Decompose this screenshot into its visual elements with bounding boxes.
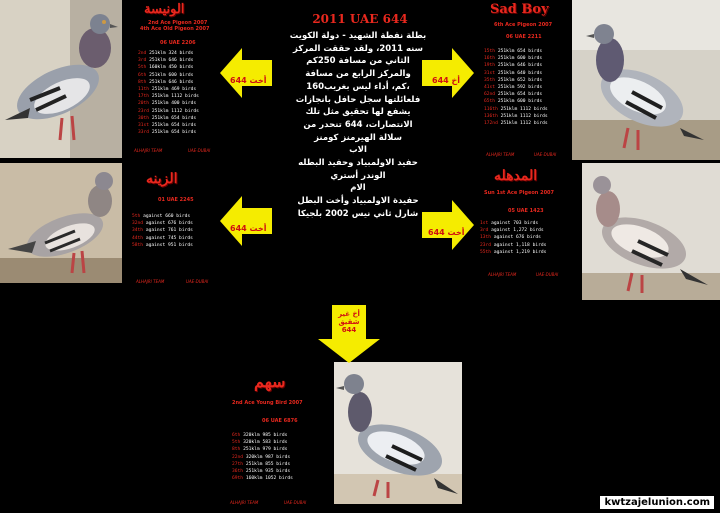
- result-birds: 646 birds: [517, 63, 543, 69]
- result-distance: 251klm: [151, 87, 172, 93]
- result-distance: 160klm: [245, 476, 266, 482]
- result-distance: 251klm: [497, 99, 518, 105]
- result-birds: 1112 birds: [519, 113, 548, 119]
- result-birds: 1,219 birds: [515, 249, 547, 255]
- result-distance: against: [493, 242, 516, 248]
- result-row: [480, 220, 546, 227]
- result-place: 44th: [132, 235, 146, 241]
- center-line: يشفع لها تحقيق مثل تلك: [305, 107, 411, 118]
- ring-number: 06 UAE 2211: [506, 34, 542, 40]
- center-line: الاب: [349, 145, 367, 156]
- footer-team: ALHAJRI TEAM: [488, 272, 517, 277]
- results-list: [132, 213, 193, 249]
- result-distance: against: [493, 235, 516, 241]
- pigeon-photo: [572, 0, 720, 160]
- footer-team: ALHAJRI TEAM: [230, 500, 259, 505]
- result-birds: 676 birds: [167, 221, 193, 227]
- result-distance: 320klm: [245, 454, 266, 460]
- result-row: [132, 213, 193, 220]
- result-distance: 251klm: [151, 130, 172, 136]
- result-birds: 1,118 birds: [515, 242, 547, 248]
- pigeon-name: المدهله: [494, 168, 538, 184]
- result-row: [132, 242, 193, 249]
- result-row: [484, 48, 548, 55]
- result-row: [132, 227, 193, 234]
- arrow-label-mid-right: أخت 644: [428, 228, 465, 237]
- result-birds: 592 birds: [517, 85, 543, 91]
- footer-team: ALHAJRI TEAM: [134, 148, 163, 153]
- result-place: 34th: [132, 228, 146, 234]
- card-top-left: [122, 0, 222, 158]
- ace-title: Sun 1st Ace Pigeon 2007: [484, 190, 555, 196]
- result-place: 172nd: [484, 121, 501, 127]
- result-birds: 646 birds: [168, 58, 194, 64]
- result-distance: against: [143, 214, 166, 219]
- result-row: [232, 468, 293, 475]
- result-birds: 654 birds: [517, 49, 543, 54]
- pigeon-photo: [0, 163, 122, 283]
- result-row: [484, 70, 548, 77]
- center-line: الوندر أستري: [330, 170, 386, 181]
- center-line: شارل ثاني نيس 2002 بلجيكا: [297, 208, 419, 219]
- ace-title: 6th Ace Pigeon 2007: [494, 22, 553, 28]
- result-distance: 251klm: [151, 115, 172, 121]
- footer-city: UAE-DUBAI: [188, 148, 211, 153]
- results-list: [480, 220, 546, 256]
- result-birds: 640 birds: [517, 70, 543, 76]
- result-birds: 600 birds: [517, 56, 543, 62]
- result-row: [232, 439, 293, 446]
- result-distance: 251klm: [500, 113, 520, 119]
- result-distance: 251klm: [149, 58, 169, 64]
- result-birds: 652 birds: [517, 77, 543, 83]
- center-line: فلعائلتها سجل حافل بانجازات: [295, 94, 421, 105]
- footer-team: ALHAJRI TEAM: [486, 152, 515, 157]
- result-distance: 251klm: [245, 461, 266, 467]
- card-mid-left: [122, 163, 222, 283]
- site-watermark: kwtzajelunion.com: [600, 496, 714, 509]
- result-place: 55th: [480, 249, 494, 255]
- result-place: 35th: [484, 77, 498, 83]
- result-birds: 745 birds: [167, 235, 193, 241]
- ace-title: 2nd Ace Pigeon 2007: [148, 20, 208, 26]
- result-row: [138, 115, 199, 122]
- result-birds: 985 birds: [262, 433, 288, 438]
- center-line: الثاني من مسافة 250كم: [306, 56, 410, 67]
- result-row: [138, 108, 199, 115]
- result-distance: 251klm: [149, 79, 169, 85]
- result-row: [232, 446, 293, 453]
- result-place: 36th: [232, 469, 246, 475]
- result-row: [138, 122, 199, 129]
- result-birds: 583 birds: [262, 440, 288, 446]
- result-distance: 251klm: [151, 123, 172, 129]
- card-top-right: [472, 0, 572, 160]
- result-distance: against: [145, 228, 168, 234]
- result-row: [132, 220, 193, 227]
- result-distance: 160klm: [149, 65, 169, 71]
- result-row: [132, 235, 193, 242]
- result-birds: 987 birds: [265, 454, 291, 460]
- photo-bottom: [334, 362, 462, 504]
- photo-top-right: [572, 0, 720, 160]
- result-place: 15th: [484, 49, 498, 54]
- result-row: [138, 79, 199, 86]
- center-line: حفيدة الاولمبياد وأخت البطل: [297, 196, 419, 207]
- result-distance: 251klm: [151, 108, 172, 114]
- result-distance: 251klm: [151, 101, 172, 107]
- result-birds: 761 birds: [167, 228, 193, 234]
- result-place: 69th: [232, 476, 246, 482]
- result-place: 41st: [484, 85, 498, 91]
- result-place: 16th: [484, 56, 498, 62]
- result-place: 33rd: [138, 130, 152, 136]
- result-place: 1st: [480, 221, 492, 226]
- result-place: 31st: [484, 70, 498, 76]
- pigeon-photo: [334, 362, 462, 504]
- result-distance: against: [491, 221, 514, 226]
- result-row: [232, 475, 293, 482]
- ring-number: 01 UAE 2245: [158, 197, 194, 203]
- result-birds: 855 birds: [265, 461, 291, 467]
- result-place: 5th: [138, 65, 150, 71]
- ace-title: 2nd Ace Young Bird 2007: [232, 400, 303, 406]
- result-distance: 251klm: [245, 469, 266, 475]
- result-distance: 251klm: [497, 85, 518, 91]
- result-distance: 251klm: [497, 63, 518, 69]
- result-row: [484, 55, 548, 62]
- result-distance: 251klm: [500, 106, 520, 112]
- ring-number: 05 UAE 1423: [508, 208, 544, 214]
- result-distance: against: [493, 249, 516, 255]
- center-line: سنه 2011، ولقد حققت المركز: [293, 43, 423, 54]
- result-distance: 251klm: [497, 70, 518, 76]
- result-birds: 400 birds: [171, 101, 197, 107]
- result-birds: 1112 birds: [519, 121, 548, 127]
- result-distance: 251klm: [151, 94, 172, 100]
- result-distance: 251klm: [497, 92, 518, 98]
- result-row: [138, 93, 199, 100]
- result-place: 65th: [484, 99, 498, 105]
- result-row: [484, 113, 548, 120]
- result-place: 23rd: [480, 242, 494, 248]
- result-birds: 1112 birds: [519, 106, 548, 112]
- result-distance: 251klm: [500, 121, 520, 127]
- result-place: 13th: [480, 235, 494, 241]
- result-row: [138, 57, 199, 64]
- result-row: [232, 461, 293, 468]
- result-birds: 654 birds: [171, 130, 197, 136]
- result-row: [480, 227, 546, 234]
- result-row: [138, 64, 199, 71]
- center-line: والمركز الرابع من مسافة: [305, 69, 411, 80]
- result-birds: 450 birds: [168, 65, 194, 71]
- result-row: [484, 91, 548, 98]
- center-line: حفيد الاولمبياد وحفيد البطله: [298, 158, 418, 169]
- ring-number: 06 UAE 6876: [262, 418, 298, 424]
- result-distance: 251klm: [243, 447, 263, 453]
- center-line: سلالة الهيرمنز كومنز: [314, 132, 402, 143]
- arrow-label-mid-left: أخت 644: [230, 224, 267, 233]
- result-birds: 654 birds: [171, 115, 197, 121]
- result-row: [138, 86, 199, 93]
- center-line: 160كم، أداء ليس بغريب،: [306, 81, 410, 92]
- footer-team: ALHAJRI TEAM: [136, 279, 165, 284]
- result-distance: against: [491, 228, 514, 234]
- results-list: [138, 50, 199, 136]
- arrow-label-bottom: أخ غير شقيق 644: [338, 310, 360, 334]
- result-row: [484, 106, 548, 113]
- result-row: [138, 100, 199, 107]
- result-birds: 469 birds: [171, 87, 197, 93]
- center-title: 2011 UAE 644: [312, 12, 408, 26]
- result-place: 58th: [132, 242, 146, 248]
- center-line: الام: [350, 183, 366, 194]
- result-place: 5th: [132, 214, 144, 219]
- arrow-label-top-left: أخت 644: [230, 76, 267, 85]
- pigeon-name: الزينه: [146, 171, 178, 187]
- result-distance: 251klm: [149, 72, 169, 78]
- result-distance: against: [145, 235, 168, 241]
- result-place: 11th: [138, 87, 152, 93]
- result-distance: 251klm: [497, 49, 518, 54]
- result-row: [138, 72, 199, 79]
- arrow-label-top-right: أخ 644: [432, 76, 460, 85]
- result-row: [484, 77, 548, 84]
- result-birds: 1052 birds: [265, 476, 293, 482]
- pigeon-name: Sad Boy: [490, 2, 549, 17]
- result-place: 32nd: [132, 221, 146, 227]
- result-birds: 935 birds: [265, 469, 291, 475]
- result-birds: 600 birds: [517, 99, 543, 105]
- result-birds: 324 birds: [168, 51, 194, 56]
- results-list: [232, 432, 293, 482]
- center-line: الانتصارات، 644 تنحدر من: [303, 119, 413, 130]
- result-place: 30th: [138, 115, 152, 121]
- pigeon-name: سهم: [254, 372, 286, 391]
- result-row: [480, 234, 546, 241]
- result-distance: 251klm: [497, 56, 518, 62]
- result-place: 2nd: [138, 51, 150, 56]
- photo-top-left: [0, 0, 122, 158]
- result-row: [138, 129, 199, 136]
- result-place: 17th: [138, 94, 152, 100]
- result-place: 6th: [232, 433, 244, 438]
- result-row: [138, 50, 199, 57]
- ring-number: 06 UAE 2206: [160, 40, 196, 46]
- result-row: [484, 84, 548, 91]
- result-birds: 703 birds: [513, 221, 539, 226]
- result-row: [480, 242, 546, 249]
- result-birds: 654 birds: [171, 123, 197, 129]
- result-birds: 1112 birds: [171, 108, 199, 114]
- result-place: 31st: [138, 123, 152, 129]
- center-line: بطلة نفطة الشهيد - دولة الكويت: [289, 31, 427, 41]
- result-row: [232, 432, 293, 439]
- result-distance: 320klm: [243, 440, 263, 446]
- footer-city: UAE-DUBAI: [534, 152, 557, 157]
- photo-mid-right: [582, 163, 720, 300]
- result-birds: 951 birds: [167, 242, 193, 248]
- photo-mid-left: [0, 163, 122, 283]
- result-birds: 979 birds: [262, 447, 288, 453]
- result-birds: 676 birds: [515, 235, 541, 241]
- pigeon-photo: [0, 0, 122, 158]
- result-place: 116th: [484, 106, 501, 112]
- pigeon-photo: [582, 163, 720, 300]
- result-place: 6th: [138, 72, 150, 78]
- result-place: 3rd: [138, 58, 150, 64]
- result-birds: 600 birds: [168, 72, 194, 78]
- result-birds: 1,272 birds: [513, 228, 544, 234]
- result-row: [484, 120, 548, 127]
- result-place: 8th: [138, 79, 150, 85]
- result-place: 23rd: [138, 108, 152, 114]
- result-birds: 646 birds: [168, 79, 194, 85]
- result-place: 136th: [484, 113, 501, 119]
- result-place: 22nd: [232, 454, 246, 460]
- result-place: 8th: [232, 447, 244, 453]
- center-description: [278, 30, 438, 221]
- card-bottom: [222, 368, 334, 508]
- result-place: 27th: [232, 461, 246, 467]
- result-row: [232, 454, 293, 461]
- result-place: 19th: [484, 63, 498, 69]
- results-list: [484, 48, 548, 127]
- result-row: [484, 98, 548, 105]
- result-place: 62nd: [484, 92, 498, 98]
- result-distance: 320klm: [243, 433, 263, 438]
- result-birds: 654 birds: [517, 92, 543, 98]
- result-birds: 660 birds: [165, 214, 191, 219]
- result-distance: against: [145, 242, 168, 248]
- result-distance: 251klm: [497, 77, 518, 83]
- ace-title: 4th Ace Old Pigeon 2007: [140, 26, 210, 32]
- footer-city: UAE-DUBAI: [284, 500, 307, 505]
- result-row: [484, 62, 548, 69]
- result-distance: against: [145, 221, 168, 227]
- result-birds: 1112 birds: [171, 94, 199, 100]
- result-row: [480, 249, 546, 256]
- pigeon-name: الونيسة: [144, 2, 185, 17]
- result-place: 3rd: [480, 228, 492, 234]
- card-mid-right: [472, 160, 582, 300]
- result-place: 5th: [232, 440, 244, 446]
- footer-city: UAE-DUBAI: [536, 272, 559, 277]
- result-distance: 251klm: [149, 51, 169, 56]
- result-place: 20th: [138, 101, 152, 107]
- footer-city: UAE-DUBAI: [186, 279, 209, 284]
